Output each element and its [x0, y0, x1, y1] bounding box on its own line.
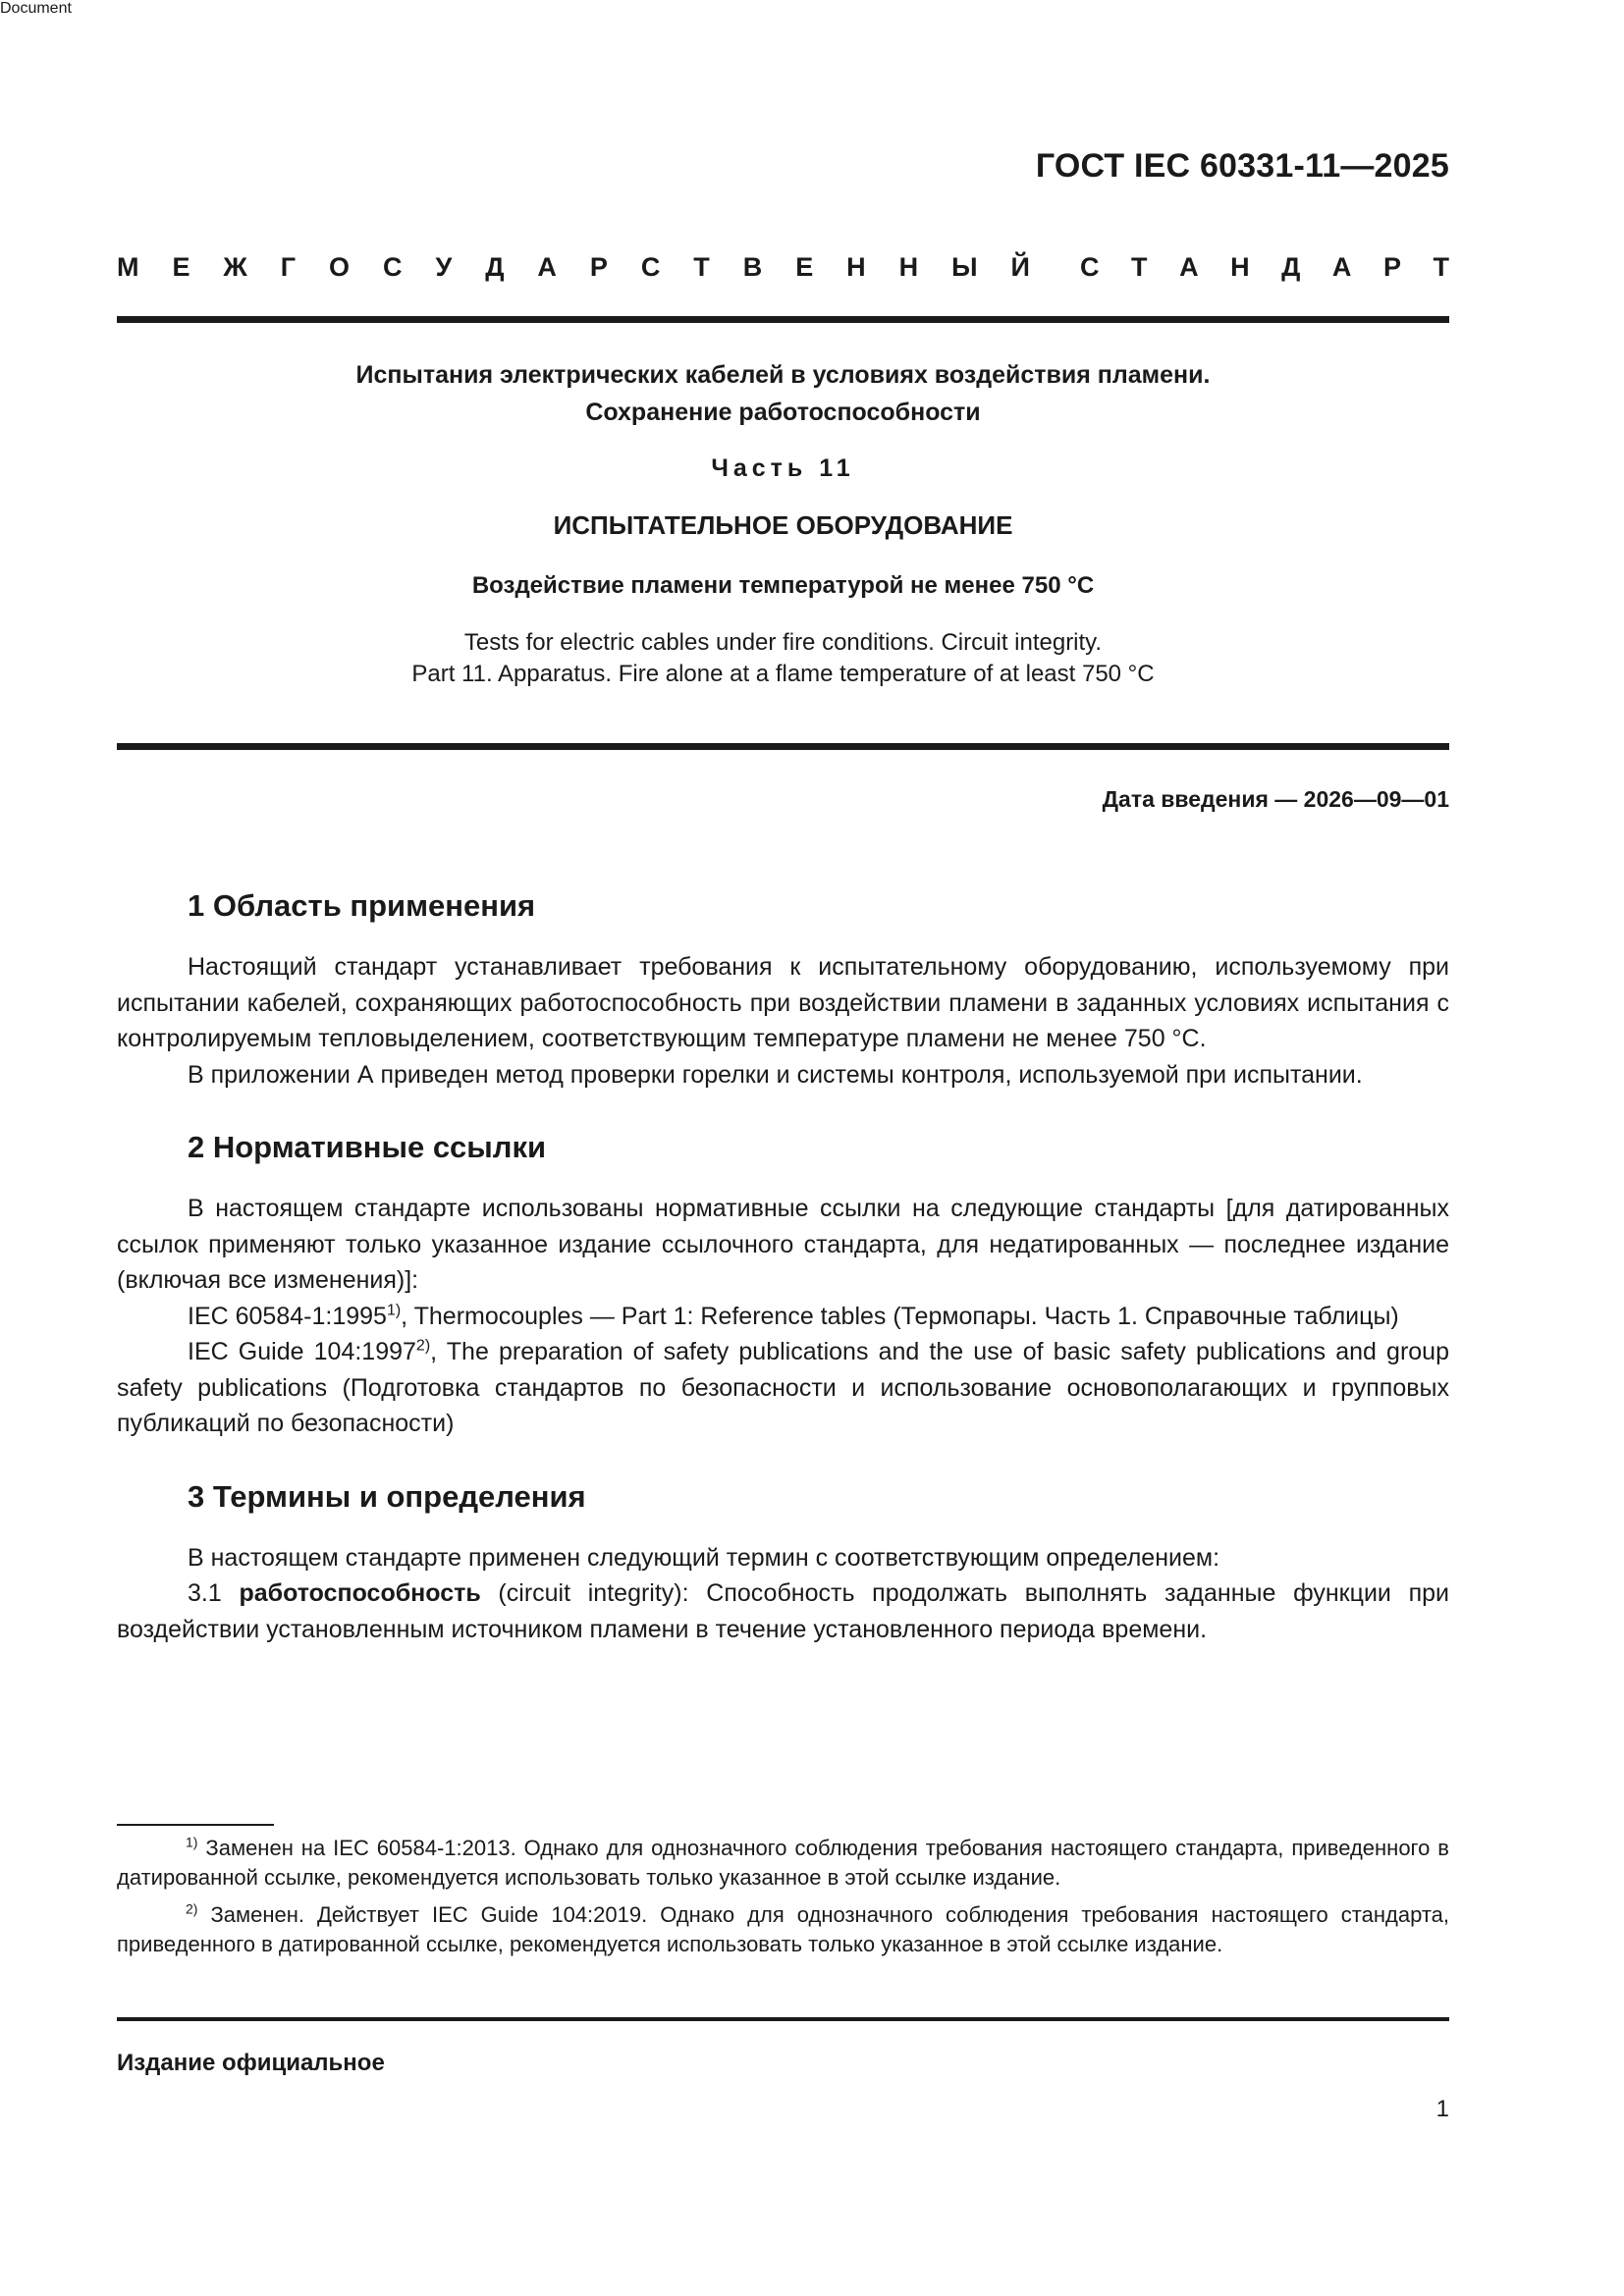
section-terms-definitions	[117, 1479, 1449, 1648]
title-ru-line2: Сохранение работоспособности	[585, 399, 981, 426]
term-name: работоспособность	[239, 1579, 481, 1607]
reference-entry	[117, 1334, 1449, 1442]
banner-letter: Т	[693, 252, 710, 282]
part-subtitle: Воздействие пламени температурой не менее 750 °С	[471, 572, 1095, 599]
footnote-text: Заменен на IEC 60584-1:2013. Однако для однозначного соблюдения требования настоящего стандарта, приведенного в датированной ссылке, рекомендуется использовать только указанное в этой ссылке издание.	[117, 1836, 1449, 1890]
section-heading: 3 Термины и определения	[188, 1478, 586, 1514]
term-definition	[117, 1575, 1449, 1647]
footnote-separator	[117, 1824, 274, 1826]
banner-letter: М	[117, 252, 139, 282]
banner-letter: Ы	[951, 252, 978, 282]
banner-letter: Р	[1382, 252, 1401, 282]
banner-letter: В	[742, 252, 763, 282]
official-edition-label: Издание официальное	[117, 2050, 385, 2076]
footnote-mark: 2)	[186, 1900, 198, 1917]
section-heading: 2 Нормативные ссылки	[188, 1130, 547, 1164]
banner-letter: Е	[172, 252, 190, 282]
reference-text: , The preparation of safety publications and the use of basic safety publications and group safety publications (Подготовка стандартов по безопасности и использование основополагающих и групповых публикаций по безопасности)	[117, 1338, 1449, 1437]
footnote	[117, 1834, 1449, 1893]
paragraph: В приложении А приведен метод проверки горелки и системы контроля, используемой при испытании.	[188, 1060, 1363, 1089]
banner-letter: А	[1179, 252, 1199, 282]
title-en-line2: Part 11. Apparatus. Fire alone at a flame temperature of at least 750 °C	[411, 661, 1155, 687]
paragraph: Настоящий стандарт устанавливает требования к испытательному оборудованию, используемому при испытании кабелей, сохраняющих работоспособность при воздействии пламени в заданных условиях испытания с контролируемым тепловыделением, соответствующим температуре пламени не менее 750 °С.	[117, 953, 1449, 1052]
part-title: ИСПЫТАТЕЛЬНОЕ ОБОРУДОВАНИЕ	[553, 510, 1013, 540]
section-normative-references	[117, 1130, 1449, 1442]
banner-letter: У	[435, 252, 453, 282]
reference-code: IEC Guide 104:1997	[188, 1338, 416, 1365]
banner-letter: С	[383, 252, 403, 282]
banner-letter: Н	[846, 252, 866, 282]
banner-letter: Ж	[223, 252, 247, 282]
title-block	[117, 356, 1449, 690]
footnote-mark: 1)	[186, 1834, 198, 1850]
section-heading: 1 Область применения	[188, 888, 536, 923]
document-id: ГОСТ IEC 60331-11—2025	[1035, 147, 1449, 185]
banner-letter: А	[537, 252, 557, 282]
reference-text: , Thermocouples — Part 1: Reference tables (Термопары. Часть 1. Справочные таблицы)	[401, 1302, 1399, 1330]
page-number: 1	[1435, 2096, 1449, 2122]
term-number: 3.1	[188, 1579, 240, 1607]
paragraph: В настоящем стандарте использованы нормативные ссылки на следующие стандарты [для датированных ссылок применяют только указанное издание ссылочного стандарта, для недатированных — последнее издание (включая все изменения)]:	[117, 1195, 1449, 1294]
footnote-mark[interactable]: 2)	[415, 1337, 431, 1355]
top-rule	[117, 316, 1449, 323]
banner-letter: Н	[898, 252, 919, 282]
banner-word-standard	[1080, 252, 1449, 283]
banner-letter: Н	[1230, 252, 1250, 282]
banner-letter: А	[1331, 252, 1352, 282]
banner-letter: О	[329, 252, 351, 282]
banner-letter: Е	[795, 252, 814, 282]
banner-letter: С	[640, 252, 661, 282]
document-body	[117, 888, 1449, 1684]
reference-code: IEC 60584-1:1995	[188, 1302, 387, 1330]
title-ru-line1: Испытания электрических кабелей в условиях воздействия пламени.	[355, 361, 1211, 389]
banner-letter: Т	[1131, 252, 1148, 282]
section-scope	[117, 888, 1449, 1093]
banner-letter: Г	[280, 252, 297, 282]
title-rule	[117, 743, 1449, 750]
title-en-line1: Tests for electric cables under fire conditions. Circuit integrity.	[463, 629, 1103, 656]
term-text: (circuit integrity): Способность продолжать выполнять заданные функции при воздействии установленным источником пламени в течение установленного периода времени.	[117, 1579, 1449, 1643]
reference-entry	[117, 1299, 1449, 1335]
paragraph: В настоящем стандарте применен следующий термин с соответствующим определением:	[188, 1543, 1220, 1572]
banner-letter: Д	[1281, 252, 1301, 282]
introduction-date: Дата введения — 2026—09—01	[1102, 786, 1449, 812]
banner-letter: Т	[1433, 252, 1449, 282]
banner-letter: Д	[485, 252, 505, 282]
title-en	[117, 627, 1449, 690]
footnote	[117, 1900, 1449, 1959]
interstate-standard-banner	[117, 252, 1449, 283]
banner-word-interstate	[117, 252, 1030, 283]
footnotes	[117, 1834, 1449, 1967]
banner-letter: Й	[1010, 252, 1030, 282]
footnote-mark[interactable]: 1)	[386, 1302, 402, 1319]
footnote-text: Заменен. Действует IEC Guide 104:2019. Однако для однозначного соблюдения требования настоящего стандарта, приведенного в датированной ссылке, рекомендуется использовать только указанное в этой ссылке издание.	[117, 1902, 1449, 1956]
part-label: Часть 11	[711, 454, 855, 482]
banner-letter: С	[1080, 252, 1100, 282]
footer-rule	[117, 2017, 1449, 2021]
banner-letter: Р	[589, 252, 608, 282]
